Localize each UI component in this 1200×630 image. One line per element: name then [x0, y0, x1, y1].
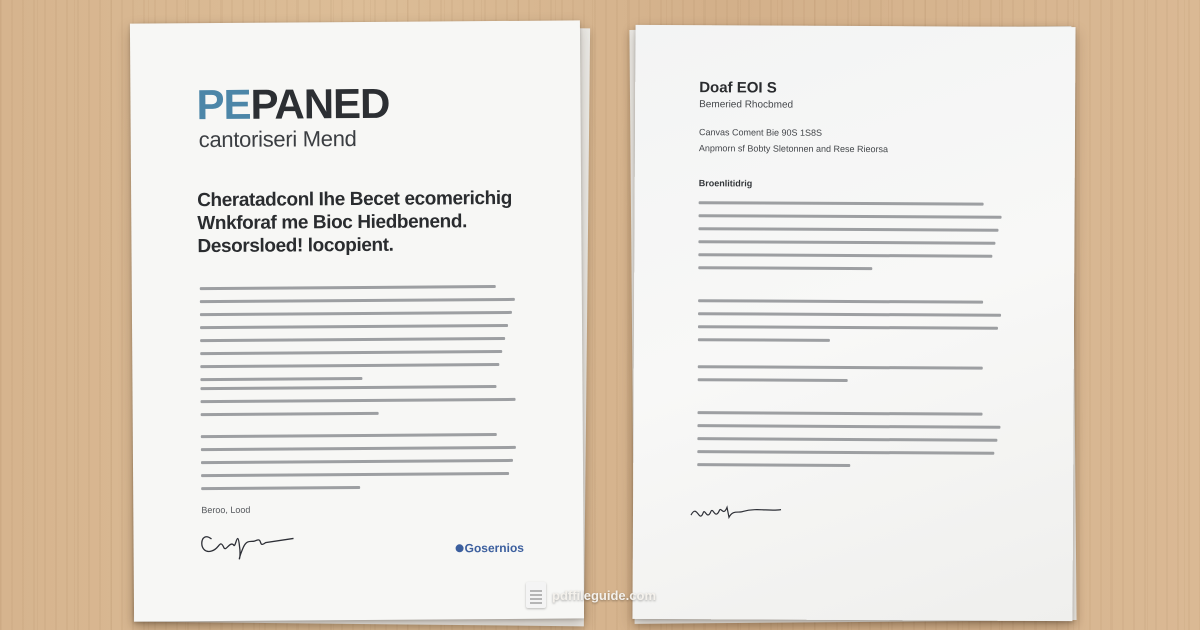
text-line: [697, 463, 850, 467]
company-logo: PEPANED: [196, 79, 390, 129]
text-line: [698, 325, 998, 330]
text-line: [201, 446, 516, 451]
text-line: [698, 299, 983, 303]
meta-line: Anpmorn sf Bobty Sletonnen and Rese Rieorsa: [698, 143, 889, 155]
text-line: [699, 214, 1002, 219]
text-line: [698, 240, 995, 245]
text-line: [697, 450, 994, 455]
text-line: [698, 338, 830, 342]
body-paragraph: [200, 385, 518, 426]
text-line: [698, 253, 992, 258]
text-line: [200, 311, 512, 316]
left-letter-page: [130, 20, 584, 621]
body-paragraph: [698, 299, 1004, 353]
text-line: [200, 385, 496, 390]
text-line: [698, 378, 848, 382]
right-letter-page: [632, 25, 1075, 621]
text-line: [698, 266, 872, 270]
logo-subtitle: cantoriseri Mend: [198, 125, 357, 153]
text-line: [201, 459, 513, 464]
text-line: [200, 350, 502, 355]
text-line: [698, 227, 998, 232]
text-line: [200, 363, 499, 368]
body-paragraph: [200, 285, 519, 391]
text-line: [201, 486, 360, 490]
text-line: [200, 337, 505, 342]
text-line: [201, 472, 509, 477]
text-line: [201, 412, 379, 416]
letter-headline: Cheratadconl Ihe Becet ecomerichig Wnkforaf me Bioc Hiedbenend. Desorsloed! locopient.: [197, 187, 513, 258]
text-line: [201, 398, 516, 403]
text-line: [698, 411, 983, 415]
body-paragraph: [698, 365, 1004, 393]
signoff-text: Beroo, Lood: [201, 504, 251, 516]
document-subtitle: Bemeried Rhocbmed: [699, 99, 794, 111]
text-line: [697, 424, 1000, 429]
text-line: [698, 365, 983, 369]
text-line: [699, 201, 984, 205]
meta-line: Canvas Coment Bie 90S 1S8S: [698, 127, 823, 138]
text-line: [200, 285, 496, 290]
document-icon: [526, 582, 546, 608]
body-paragraph: [697, 411, 1003, 478]
signature-image: [687, 493, 797, 528]
brand-mark-icon: [456, 544, 464, 552]
document-title: Doaf EOI S: [699, 79, 777, 97]
text-line: [200, 377, 362, 381]
signature-image: [197, 516, 307, 567]
text-line: [200, 298, 515, 303]
body-paragraph: [201, 433, 519, 500]
text-line: [201, 433, 497, 438]
site-watermark: pdffileguide.com: [526, 582, 656, 608]
text-line: [697, 437, 997, 442]
body-paragraph: [698, 201, 1004, 281]
footer-brand: Gosernios: [456, 541, 524, 555]
text-line: [200, 324, 508, 329]
section-heading: Broenlitidrig: [698, 178, 753, 189]
text-line: [698, 312, 1001, 317]
